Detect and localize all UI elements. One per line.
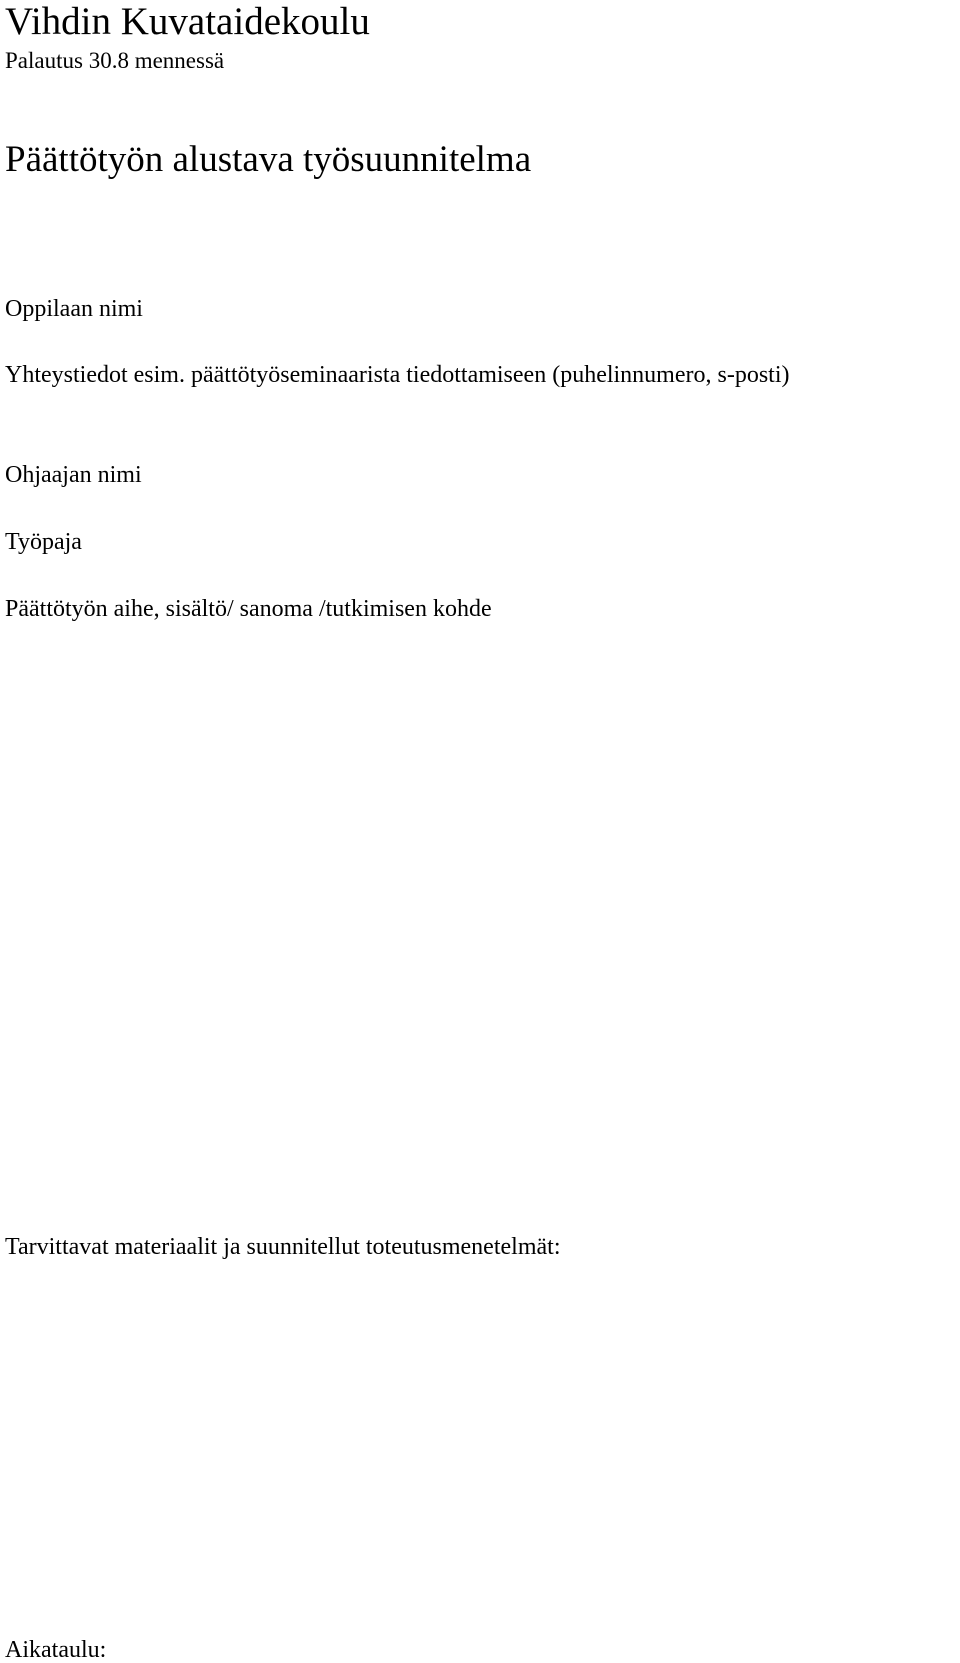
deadline-text: Palautus 30.8 mennessä — [5, 48, 225, 73]
form-title: Päättötyön alustava työsuunnitelma — [5, 139, 532, 180]
student-name-label: Oppilaan nimi — [5, 296, 143, 322]
materials-label: Tarvittavat materiaalit ja suunnitellut toteutusmenetelmät: — [5, 1234, 561, 1260]
supervisor-name-label: Ohjaajan nimi — [5, 462, 142, 488]
schedule-label: Aikataulu: — [5, 1637, 107, 1663]
contact-info-label: Yhteystiedot esim. päättötyöseminaarista tiedottamiseen (puhelinnumero, s-posti) — [5, 362, 790, 388]
topic-label: Päättötyön aihe, sisältö/ sanoma /tutkimisen kohde — [5, 596, 492, 622]
workshop-label: Työpaja — [5, 529, 82, 555]
school-name: Vihdin Kuvataidekoulu — [5, 0, 370, 43]
